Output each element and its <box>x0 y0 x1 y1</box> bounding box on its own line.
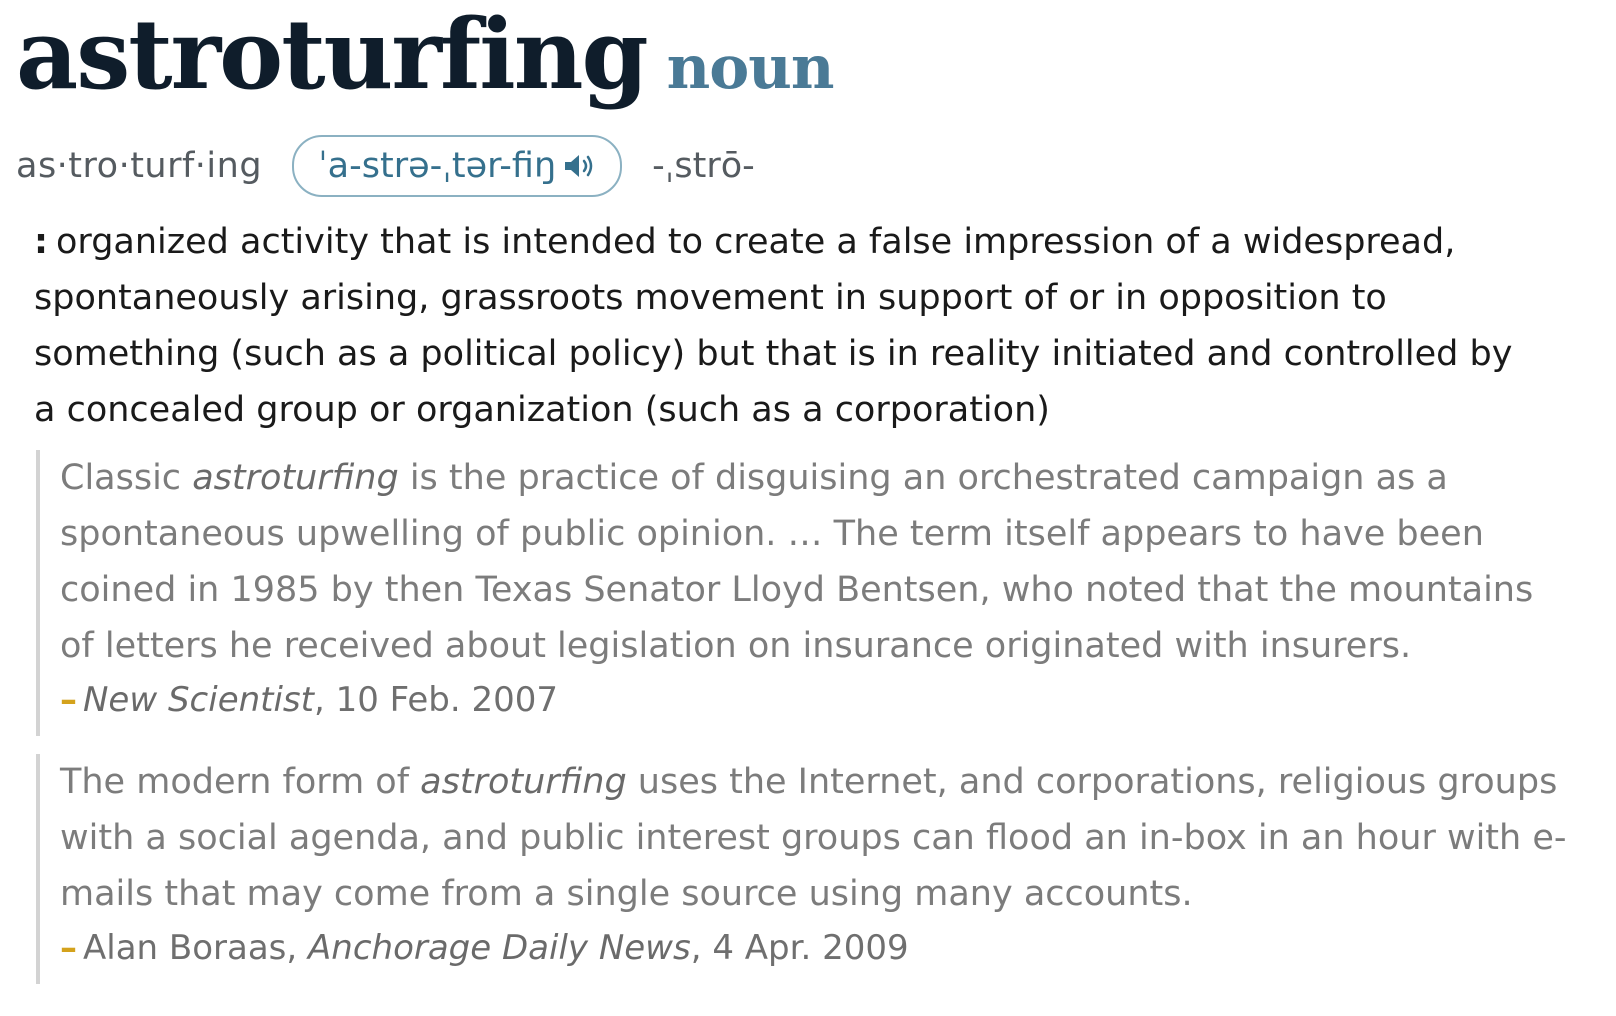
example-text-before: Classic <box>60 458 193 498</box>
example-text-after: is the practice of disguising an orchestrated campaign as a spontaneous upwelling of public opinion. … The term itself appears to have been coined in 1985 by then Texas Senator Lloyd Bentsen, who noted that the mountains of letters he received about legislation on insurance originated with insurers. <box>60 458 1534 666</box>
example-quote <box>60 754 1570 922</box>
headword-row <box>16 0 1606 122</box>
example-sentence <box>36 754 1580 984</box>
example-keyword: astroturfing <box>420 762 627 802</box>
example-text-before: The modern form of <box>60 762 421 802</box>
source-date: , 10 Feb. 2007 <box>313 680 559 720</box>
example-keyword: astroturfing <box>192 458 399 498</box>
definition-body: organized activity that is intended to create a false impression of a widespread, spontaneously arising, grassroots movement in support of or in opposition to something (such as a political policy) but that is in reality initiated and controlled by a concealed group or organization (such as a corporation) <box>34 222 1513 430</box>
source-date: , 4 Apr. 2009 <box>690 928 909 968</box>
source-dash: – <box>60 680 77 720</box>
part-of-speech[interactable]: noun <box>666 33 834 103</box>
pronunciation-row <box>16 130 1606 202</box>
source-author: Alan Boraas, <box>83 928 309 968</box>
source-dash: – <box>60 928 77 968</box>
pronunciation-audio-button[interactable] <box>292 135 622 197</box>
example-source <box>60 674 1570 726</box>
source-publication: New Scientist <box>83 680 314 720</box>
dictionary-entry <box>16 0 1606 984</box>
definition-colon: : <box>34 222 48 262</box>
syllable-breakdown: as·tro·turf·ing <box>16 146 263 186</box>
example-source <box>60 922 1570 974</box>
example-quote <box>60 450 1570 674</box>
example-text-after: uses the Internet, and corporations, religious groups with a social agenda, and public interest groups can flood an in-box in an hour with e-mails that may come from a single source using many accounts. <box>60 762 1567 914</box>
example-sentence <box>36 450 1580 736</box>
headword: astroturfing <box>16 0 647 111</box>
speaker-icon <box>562 151 596 181</box>
definition-text <box>16 214 1534 438</box>
source-publication: Anchorage Daily News <box>308 928 691 968</box>
pronunciation-text: ˈa-strə-ˌtər-fiŋ <box>318 146 557 186</box>
variant-pronunciation: -ˌstrō- <box>652 146 755 186</box>
